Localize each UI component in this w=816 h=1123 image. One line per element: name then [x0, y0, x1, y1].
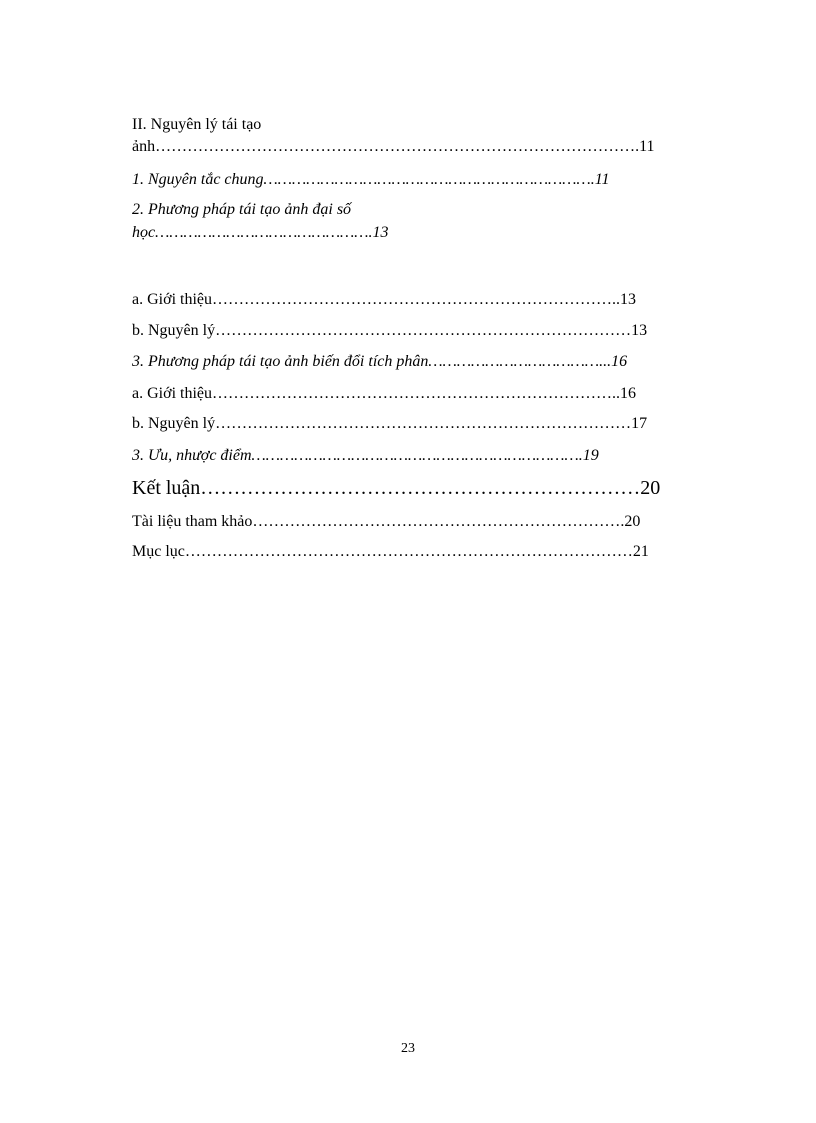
toc-entry-algebraic-method-continued: học……………………………………….13 — [132, 224, 389, 241]
toc-entry-references: Tài liệu tham khảo…………………………………………………………….20 — [132, 513, 641, 530]
toc-entry-principle-continued: ảnh……………………………………………………………………………….11 — [132, 138, 655, 155]
toc-entry-general-principle: 1. Nguyên tắc chung…………………………………………………………….11 — [132, 171, 610, 188]
toc-entry-intro-a-2: a. Giới thiệu…………………………………………………………………..16 — [132, 385, 636, 402]
page-number: 23 — [401, 1041, 415, 1056]
toc-entry-algebraic-method: 2. Phương pháp tái tạo ảnh đại số — [132, 201, 352, 218]
toc-entry-intro-a: a. Giới thiệu…………………………………………………………………..13 — [132, 291, 636, 308]
toc-entry-integral-method: 3. Phương pháp tái tạo ảnh biến đổi tích phân………………………………...16 — [132, 353, 628, 370]
toc-entry-contents: Mục lục…………………………………………………………………………21 — [132, 543, 649, 560]
toc-entry-conclusion: Kết luận…………………………………………………………20 — [132, 477, 661, 499]
toc-entry-principle-b: b. Nguyên lý……………………………………………………………………13 — [132, 322, 648, 339]
toc-entry-principle-heading: II. Nguyên lý tái tạo — [132, 116, 262, 133]
toc-entry-pros-cons: 3. Ưu, nhược điểm…………………………………………………………….19 — [132, 447, 599, 464]
toc-entry-principle-b-2: b. Nguyên lý……………………………………………………………………17 — [132, 415, 648, 432]
